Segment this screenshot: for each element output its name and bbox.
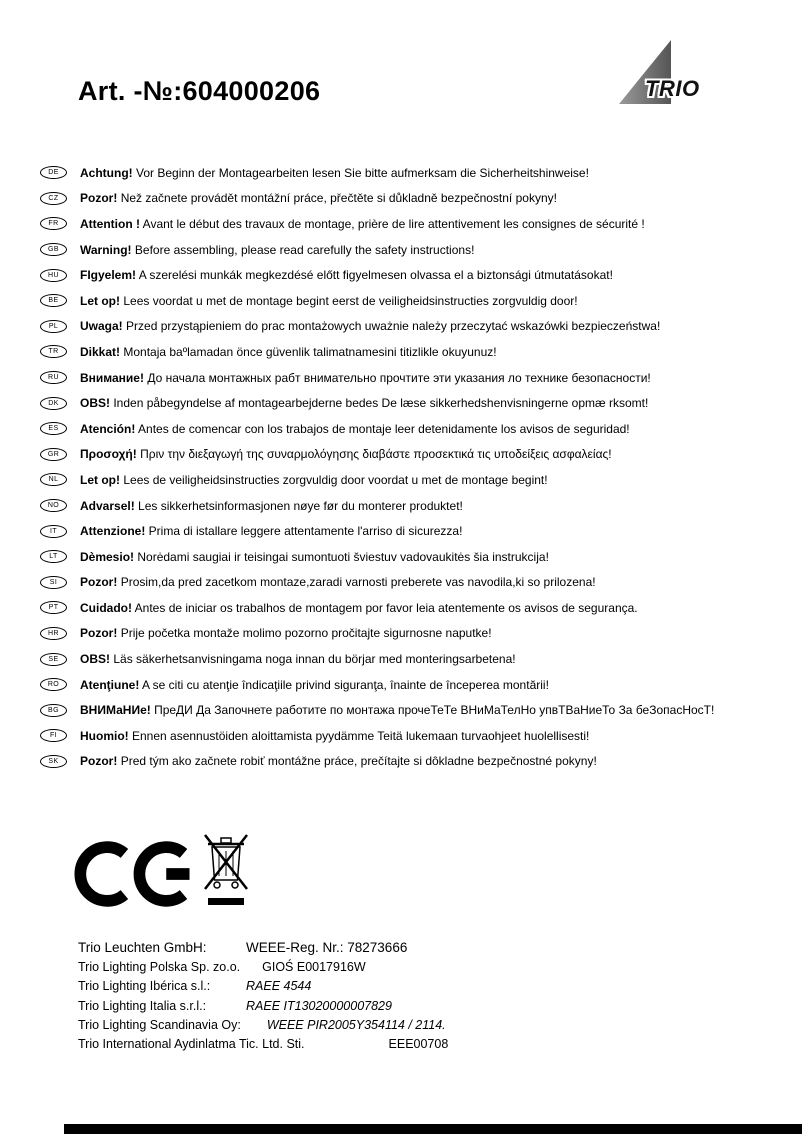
language-code-badge: FR [40, 217, 67, 230]
warning-row [40, 493, 795, 519]
warning-keyword: Uwaga! [80, 319, 123, 334]
language-code-badge: NO [40, 499, 67, 512]
warning-sentence: Antes de comencar con los trabajos de montaje leer detenidamente los avisos de seguridad! [138, 421, 630, 436]
warning-keyword: FIgyelem! [80, 268, 137, 283]
warning-sentence: Prije početka montaže molimo pozorno pročitajte sigurnosne naputke! [120, 626, 492, 641]
warning-row [40, 390, 795, 416]
warning-row [40, 262, 795, 288]
language-code-badge: GR [40, 448, 67, 461]
warning-row [40, 544, 795, 570]
registration-row [78, 977, 718, 996]
warning-sentence: Ennen asennustöiden aloittamista pyydämme Teitä lukemaan turvaohjeet huolellisesti! [132, 728, 590, 743]
warning-row [40, 160, 795, 186]
warning-row [40, 442, 795, 468]
company-name: Trio Leuchten GmbH: [78, 940, 207, 956]
warning-keyword: Warning! [80, 242, 132, 257]
warning-text [80, 371, 651, 385]
warning-sentence: Lees voordat u met de montage begint eerst de veiligheidsinstructies zorgvuldig door! [123, 293, 578, 308]
warning-sentence: ПреДИ Да Започнете работите по монтажа прочеТеТе ВНиМаТелНо упвТВаНиеТо За беЗопасНосТ! [154, 703, 715, 718]
warning-row [40, 211, 795, 237]
registration-number: EEE00708 [388, 1037, 449, 1052]
language-code-badge: SE [40, 653, 67, 666]
language-code-badge: IT [40, 525, 67, 538]
warning-sentence: Montaja baºlamadan önce güvenlik talimatnamesini titizlikle okuyunuz! [123, 344, 497, 359]
warning-text [80, 601, 638, 615]
warning-text [80, 243, 474, 257]
warning-keyword: Let op! [80, 472, 120, 487]
language-code-badge: NL [40, 473, 67, 486]
warning-sentence: Before assembling, please read carefully the safety instructions! [134, 242, 475, 257]
warning-text [80, 524, 462, 538]
registration-number: WEEE PIR2005Y354114 / 2114. [266, 1017, 446, 1032]
language-code-badge: TR [40, 345, 67, 358]
warning-sentence: Przed przystąpieniem do prac montażowych uważnie należy przeczytać wskazówki bezpieczeństwa! [126, 319, 661, 334]
company-name: Trio Lighting Scandinavia Oy: [78, 1017, 241, 1032]
registration-row [78, 957, 718, 976]
warning-keyword: Внимание! [80, 370, 144, 385]
warning-row [40, 186, 795, 212]
language-code-badge: HU [40, 269, 67, 282]
warning-keyword: Dikkat! [80, 344, 121, 359]
language-code-badge: DE [40, 166, 67, 179]
warning-row [40, 314, 795, 340]
warning-keyword: Atención! [80, 421, 136, 436]
warning-text [80, 754, 597, 768]
warning-keyword: Attenzione! [80, 524, 146, 539]
language-code-badge: BG [40, 704, 67, 717]
warning-keyword: Advarsel! [80, 498, 135, 513]
safety-warnings-list [40, 160, 795, 774]
warning-row [40, 672, 795, 698]
language-code-badge: LT [40, 550, 67, 563]
company-name: Trio Lighting Ibérica s.l.: [78, 979, 211, 994]
warning-sentence: Lees de veiligheidsinstructies zorgvuldig door voordat u met de montage begint! [123, 472, 548, 487]
warning-row [40, 621, 795, 647]
language-code-badge: RO [40, 678, 67, 691]
warning-row [40, 416, 795, 442]
warning-text [80, 729, 589, 743]
registration-number: RAEE IT13020000007829 [246, 998, 392, 1013]
warning-row [40, 646, 795, 672]
warning-text [80, 396, 648, 410]
trio-logo-text: TRIO [645, 76, 700, 101]
warning-sentence: Prima di istallare leggere attentamente l'arriso di sicurezza! [148, 524, 463, 539]
warning-keyword: Atenţiune! [80, 677, 140, 692]
registration-row [78, 1034, 718, 1053]
language-code-badge: PT [40, 601, 67, 614]
warning-keyword: Pozor! [80, 626, 118, 641]
registration-number: GIOŚ E0017916W [262, 959, 366, 974]
warning-text [80, 345, 497, 359]
weee-crossed-bin-icon [202, 830, 252, 927]
warning-keyword: ВНИМаНИе! [80, 703, 151, 718]
warning-row [40, 467, 795, 493]
language-code-badge: PL [40, 320, 67, 333]
warning-text [80, 626, 492, 640]
warning-keyword: OBS! [80, 396, 110, 411]
registration-row [78, 1015, 718, 1034]
language-code-badge: RU [40, 371, 67, 384]
language-code-badge: SI [40, 576, 67, 589]
warning-text [80, 652, 516, 666]
warning-sentence: Inden påbegyndelse af montagearbejderne bedes De læse sikkerhedshenvisningerne opmæ rksomt! [113, 396, 649, 411]
registration-row [78, 996, 718, 1015]
warning-text [80, 294, 578, 308]
warning-sentence: Pred tým ako začnete robiť montážne práce, prečítajte si dôkladne bezpečnostné pokyny! [120, 754, 597, 769]
warning-keyword: Pozor! [80, 191, 118, 206]
warning-keyword: Attention ! [80, 216, 140, 231]
warning-sentence: Πριν την διεξαγωγή της συναρμολόγησης διαβάστε προσεκτικά τις υποδείξεις ασφαλείας! [140, 447, 612, 462]
language-code-badge: CZ [40, 192, 67, 205]
warning-text [80, 268, 613, 282]
warning-keyword: Dèmesio! [80, 549, 135, 564]
warning-row [40, 723, 795, 749]
warning-row [40, 518, 795, 544]
ce-mark-icon [74, 838, 194, 915]
company-name: Trio Lighting Italia s.r.l.: [78, 998, 207, 1013]
company-name: Trio International Aydinlatma Tic. Ltd. Sti. [78, 1037, 305, 1052]
warning-sentence: До начала монтажных рабт внимательно прочтите эти указания ло технике безопасности! [147, 370, 651, 385]
registration-row [78, 938, 718, 957]
warning-keyword: Let op! [80, 293, 120, 308]
registration-info-list [78, 938, 718, 1054]
language-code-badge: FI [40, 729, 67, 742]
warning-row [40, 339, 795, 365]
warning-sentence: Läs säkerhetsanvisningama noga innan du börjar med monteringsarbetena! [113, 652, 516, 667]
warning-text [80, 703, 714, 717]
warning-text [80, 499, 463, 513]
warning-keyword: Achtung! [80, 165, 133, 180]
warning-sentence: Vor Beginn der Montagearbeiten lesen Sie bitte aufmerksam die Sicherheitshinweise! [136, 165, 589, 180]
warning-row [40, 570, 795, 596]
warning-text [80, 166, 589, 180]
bottom-black-bar [64, 1124, 802, 1134]
warning-keyword: Pozor! [80, 575, 118, 590]
warning-sentence: Norėdami saugiai ir teisingai sumontuoti šviestuv vadovaukitės šia instrukcija! [137, 549, 549, 564]
warning-row [40, 237, 795, 263]
warning-text [80, 575, 596, 589]
warning-text [80, 678, 549, 692]
language-code-badge: DK [40, 397, 67, 410]
registration-number: WEEE-Reg. Nr.: 78273666 [246, 940, 408, 956]
warning-row [40, 365, 795, 391]
company-name: Trio Lighting Polska Sp. zo.o. [78, 959, 241, 974]
language-code-badge: HR [40, 627, 67, 640]
warning-text [80, 191, 557, 205]
warning-sentence: A se citi cu atenţie îndicaţiile privind siguranţa, înainte de începerea montării! [142, 677, 549, 692]
warning-sentence: Prosim,da pred zacetkom montaze,zaradi varnosti preberete vas navodila,ki so prilozena! [120, 575, 596, 590]
warning-text [80, 447, 612, 461]
warning-sentence: Antes de iniciar os trabalhos de montagem por favor leia atentemente os avisos de segurança. [134, 600, 638, 615]
warning-row [40, 697, 795, 723]
warning-keyword: Προσοχή! [80, 447, 137, 462]
article-number-title: Art. -№:604000206 [78, 76, 321, 106]
language-code-badge: BE [40, 294, 67, 307]
warning-text [80, 422, 630, 436]
language-code-badge: ES [40, 422, 67, 435]
trio-logo [619, 40, 719, 104]
warning-text [80, 473, 548, 487]
warning-text [80, 217, 645, 231]
warning-keyword: OBS! [80, 652, 110, 667]
warning-row [40, 595, 795, 621]
warning-row [40, 288, 795, 314]
warning-keyword: Cuidado! [80, 600, 132, 615]
warning-row [40, 749, 795, 775]
warning-keyword: Pozor! [80, 754, 118, 769]
warning-keyword: Huomio! [80, 728, 129, 743]
warning-text [80, 550, 549, 564]
warning-sentence: Než začnete provádět montážní práce, přečtěte si důkladně bezpečnostní pokyny! [120, 191, 557, 206]
language-code-badge: GB [40, 243, 67, 256]
registration-number: RAEE 4544 [246, 979, 312, 994]
warning-text [80, 319, 660, 333]
warning-sentence: Les sikkerhetsinformasjonen nøye før du monterer produktet! [138, 498, 463, 513]
warning-sentence: Avant le début des travaux de montage, prière de lire attentivement les consignes de sécurité ! [142, 216, 645, 231]
warning-sentence: A szerelési munkák megkezdésé előtt figyelmesen olvassa el a biztonsági útmutatásokat! [138, 268, 613, 283]
language-code-badge: SK [40, 755, 67, 768]
